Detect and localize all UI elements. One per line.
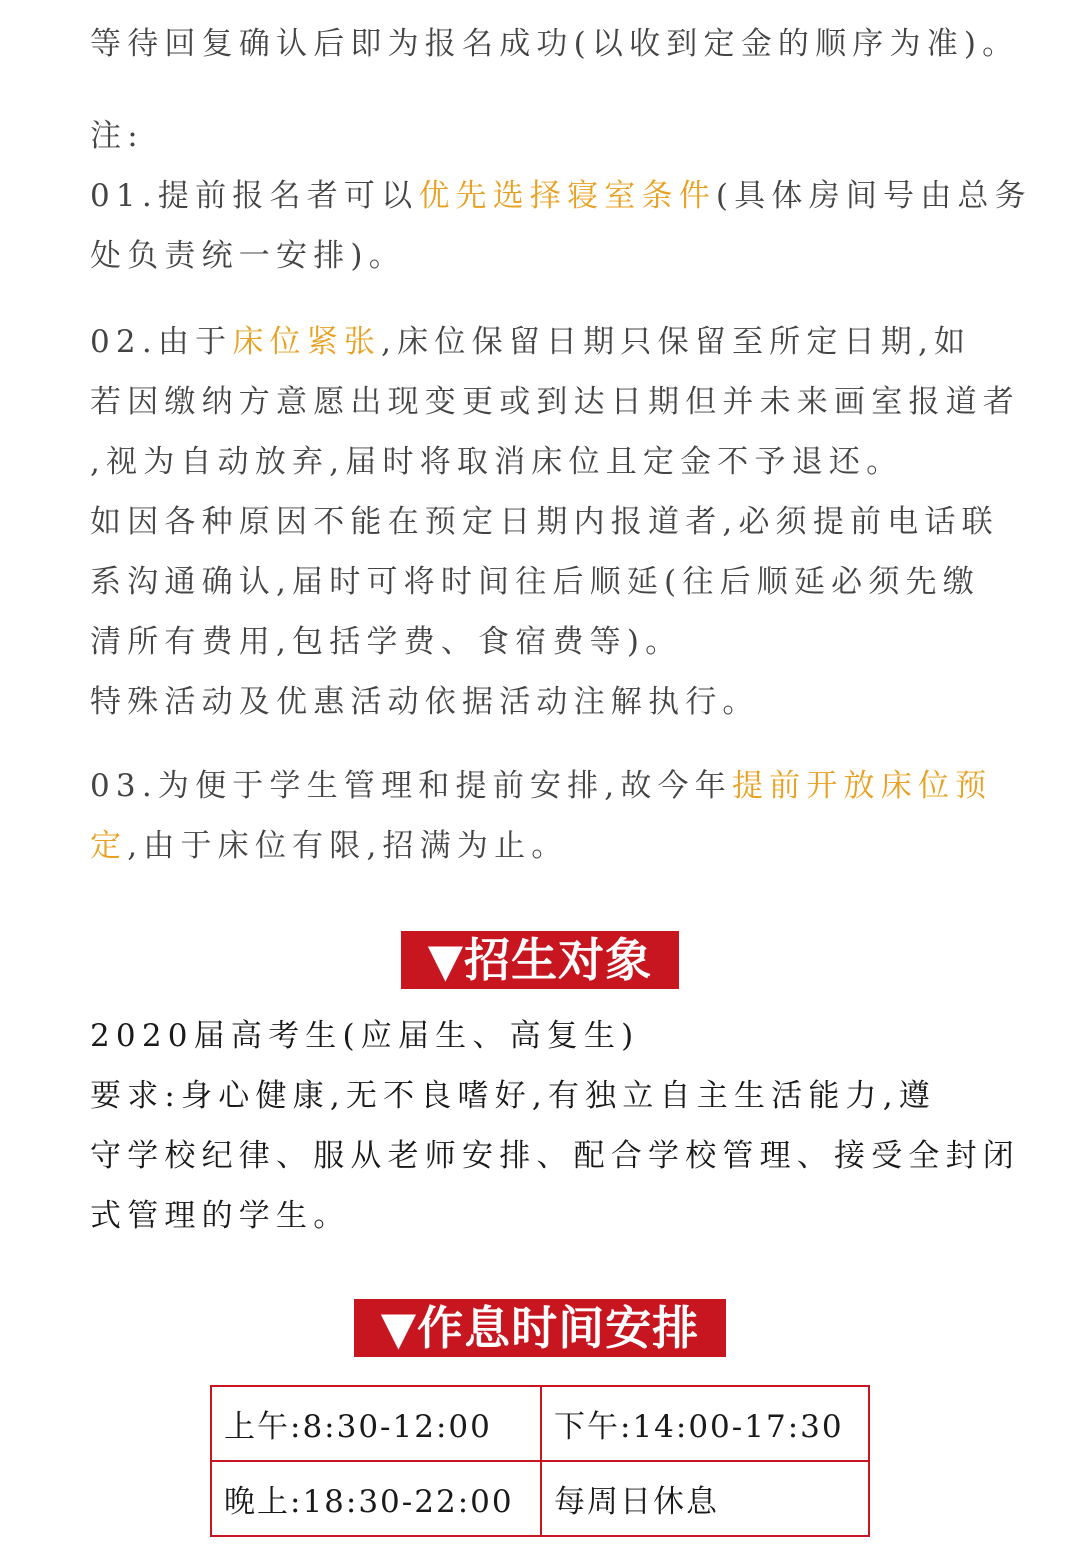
- note3-highlight2: 定: [90, 828, 128, 864]
- schedule-table: [210, 1385, 870, 1537]
- note3-suffix: ,由于床位有限,招满为止。: [127, 828, 569, 864]
- note2-line4: 如因各种原因不能在预定日期内报道者,必须提前电话联: [90, 504, 999, 540]
- note1-line1: [90, 176, 1032, 216]
- enroll-req-line3: 式管理的学生。: [90, 1198, 351, 1234]
- table-row: [211, 1386, 869, 1461]
- schedule-heading: ▼作息时间安排: [354, 1299, 726, 1357]
- schedule-rest: 每周日休息: [541, 1461, 869, 1536]
- enroll-heading: ▼招生对象: [401, 931, 679, 989]
- note2-highlight: 床位紧张: [232, 324, 382, 360]
- note1-prefix: 01.提前报名者可以: [90, 178, 419, 214]
- schedule-morning: 上午:8:30-12:00: [211, 1386, 541, 1461]
- note2-line7: 特殊活动及优惠活动依据活动注解执行。: [90, 684, 760, 720]
- note2-suffix: ,床位保留日期只保留至所定日期,如: [381, 324, 972, 360]
- note2-line3: ,视为自动放弃,届时将取消床位且定金不予退还。: [90, 444, 904, 480]
- note2-line6: 清所有费用,包括学费、食宿费等)。: [90, 624, 683, 660]
- note3-highlight1: 提前开放床位预: [731, 768, 993, 804]
- intro-line: 等待回复确认后即为报名成功(以收到定金的顺序为准)。: [90, 26, 1020, 62]
- note1-highlight: 优先选择寝室条件: [418, 178, 716, 214]
- schedule-evening: 晚上:18:30-22:00: [211, 1461, 541, 1536]
- note1-line2: 处负责统一安排)。: [90, 238, 406, 274]
- note2-line5: 系沟通确认,届时可将时间往后顺延(往后顺延必须先缴: [90, 564, 980, 600]
- enroll-req-line1: 要求:身心健康,无不良嗜好,有独立自主生活能力,遵: [90, 1078, 937, 1114]
- note1-suffix: (具体房间号由总务: [715, 178, 1032, 214]
- note3-prefix: 03.为便于学生管理和提前安排,故今年: [90, 768, 732, 804]
- enroll-req-line2: 守学校纪律、服从老师安排、配合学校管理、接受全封闭: [90, 1138, 1020, 1174]
- schedule-afternoon: 下午:14:00-17:30: [541, 1386, 869, 1461]
- note3-line2: [90, 826, 569, 866]
- note2-prefix: 02.由于: [90, 324, 233, 360]
- enroll-target: 2020届高考生(应届生、高复生): [90, 1018, 640, 1054]
- note2-line1: [90, 322, 971, 362]
- note-label: 注:: [90, 118, 144, 154]
- note2-line2: 若因缴纳方意愿出现变更或到达日期但并未来画室报道者: [90, 384, 1020, 420]
- note3-line1: [90, 766, 992, 806]
- table-row: [211, 1461, 869, 1536]
